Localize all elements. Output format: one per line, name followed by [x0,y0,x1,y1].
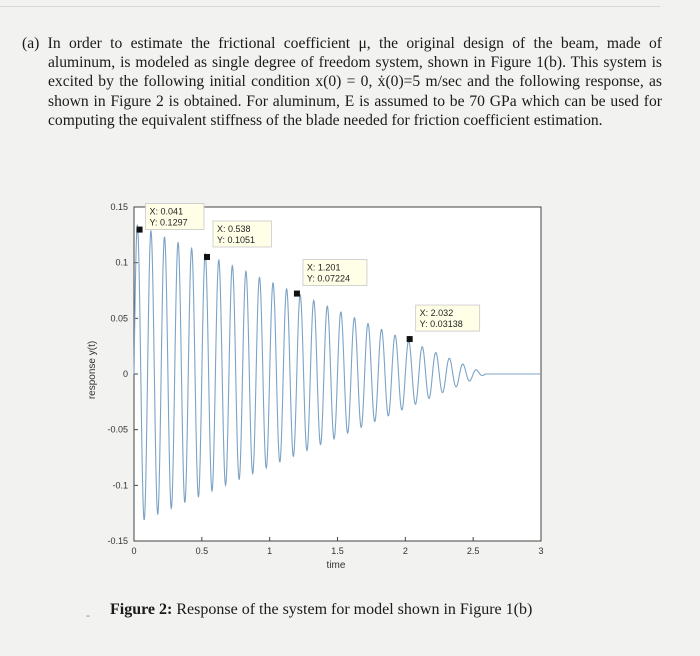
datatip-x-label: X: 0.538 [216,223,251,234]
datatip-marker [137,227,143,233]
x-tick-label: 0 [131,546,137,556]
datatip-x-label: X: 1.201 [306,262,341,273]
y-tick-label: -0.1 [112,480,128,491]
x-tick-label: 3 [538,546,544,556]
y-tick-label: 0.1 [115,257,128,268]
x-tick-label: 2 [402,546,408,556]
datatip-marker [407,336,413,342]
datatip-y-label: Y: 0.03138 [419,319,463,330]
datatip-x-label: X: 0.041 [149,206,184,217]
y-tick-label: -0.05 [107,424,128,435]
y-axis-label: response y(t) [87,340,98,400]
y-tick-label: 0.05 [110,313,128,324]
y-tick-label: -0.15 [107,536,128,546]
y-tick-label: 0.15 [110,202,128,212]
x-tick-label: 2.5 [466,546,480,556]
datatip-y-label: Y: 0.07224 [306,273,350,284]
datatip-y-label: Y: 0.1051 [216,234,256,245]
datatip-marker [204,254,210,260]
x-axis-label: time [326,560,346,571]
x-tick-label: 1 [267,546,273,556]
caption-text: Response of the system for model shown in Figure 1(b) [176,601,533,618]
problem-text: (a) In order to estimate the frictional coefficient μ, the original design of the beam, made of aluminum, is modeled as single degree of freedom system, shown in Figure 1(b). This system is excited by the following initial condition x(0) = 0, ẋ(0)=5 m/sec and the following response, as shown in Figure 2 is obtained. For aluminum, E is assumed to be 70 GPa which can be used for computing the equivalent stiffness of the blade needed for friction coefficient estimation. [22,35,662,129]
datatip-x-label: X: 2.032 [419,308,454,319]
caption-bullet: - [86,608,90,622]
figure-caption [110,601,532,619]
datatip-y-label: Y: 0.1297 [149,217,188,228]
x-tick-label: 1.5 [331,546,344,556]
x-tick-label: 0.5 [195,546,209,556]
y-tick-label: 0 [122,369,128,379]
caption-label: Figure 2: [110,601,173,618]
datatip-marker [294,291,300,297]
